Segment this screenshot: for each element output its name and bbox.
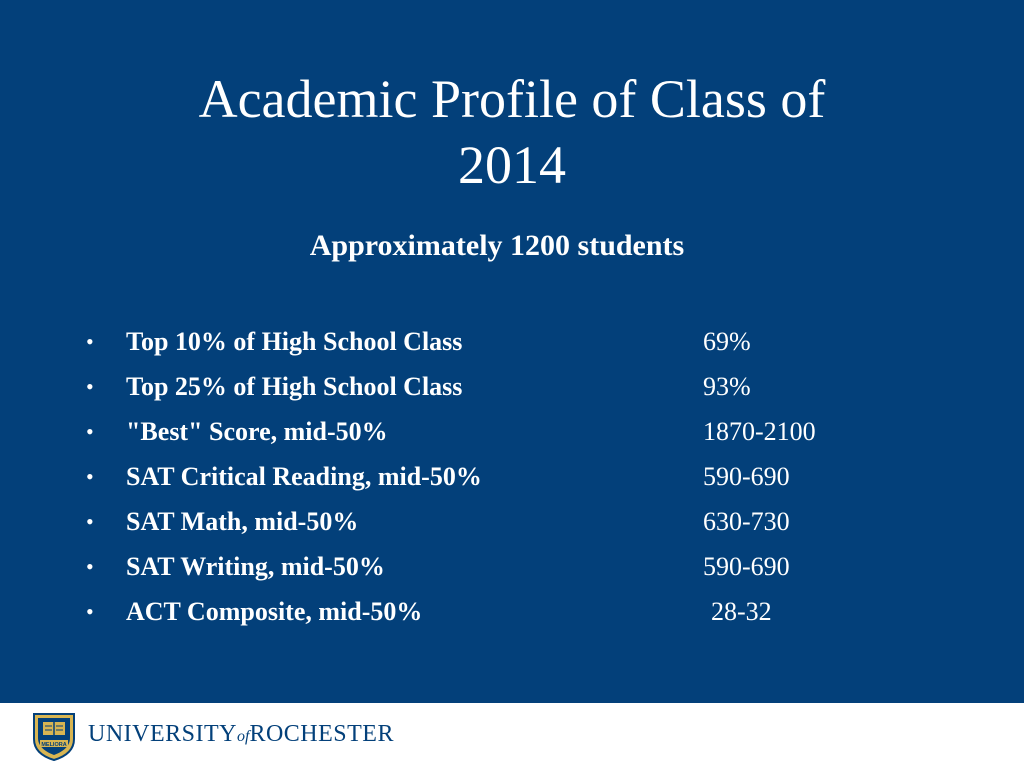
- stat-label: Top 25% of High School Class: [126, 372, 463, 401]
- slide-title: [0, 66, 1024, 198]
- stat-value: 590-690: [703, 462, 790, 491]
- stat-value: 590-690: [703, 552, 790, 581]
- bullet-icon: •: [86, 599, 94, 624]
- svg-text:MELIORA: MELIORA: [41, 742, 67, 748]
- stat-value: 69%: [703, 327, 751, 356]
- stat-label: ACT Composite, mid-50%: [126, 597, 423, 626]
- slide-title-line2: 2014: [458, 135, 566, 195]
- wordmark-of: of: [237, 728, 250, 745]
- bullet-icon: •: [86, 419, 94, 444]
- bullet-icon: •: [86, 554, 94, 579]
- stat-label: SAT Math, mid-50%: [126, 507, 359, 536]
- stat-value: 93%: [703, 372, 751, 401]
- stat-label: SAT Writing, mid-50%: [126, 552, 385, 581]
- footer-bar: [0, 703, 1024, 768]
- wordmark-university: UNIVERSITY: [88, 721, 237, 747]
- slide-subtitle: Approximately 1200 students: [309, 229, 685, 262]
- bullet-icon: •: [86, 374, 94, 399]
- slide-title-line1: Academic Profile of Class of: [198, 69, 826, 129]
- university-wordmark: [88, 719, 394, 752]
- stat-value: 630-730: [703, 507, 790, 536]
- stat-label: Top 10% of High School Class: [126, 327, 463, 356]
- stat-value: 28-32: [711, 597, 772, 626]
- bullet-icon: •: [86, 509, 94, 534]
- stat-value: 1870-2100: [703, 417, 816, 446]
- university-seal-icon: [31, 711, 77, 761]
- bullet-icon: •: [86, 329, 94, 354]
- stat-label: "Best" Score, mid-50%: [126, 417, 388, 446]
- stat-label: SAT Critical Reading, mid-50%: [126, 462, 482, 491]
- bullet-icon: •: [86, 464, 94, 489]
- wordmark-rochester: ROCHESTER: [249, 721, 394, 747]
